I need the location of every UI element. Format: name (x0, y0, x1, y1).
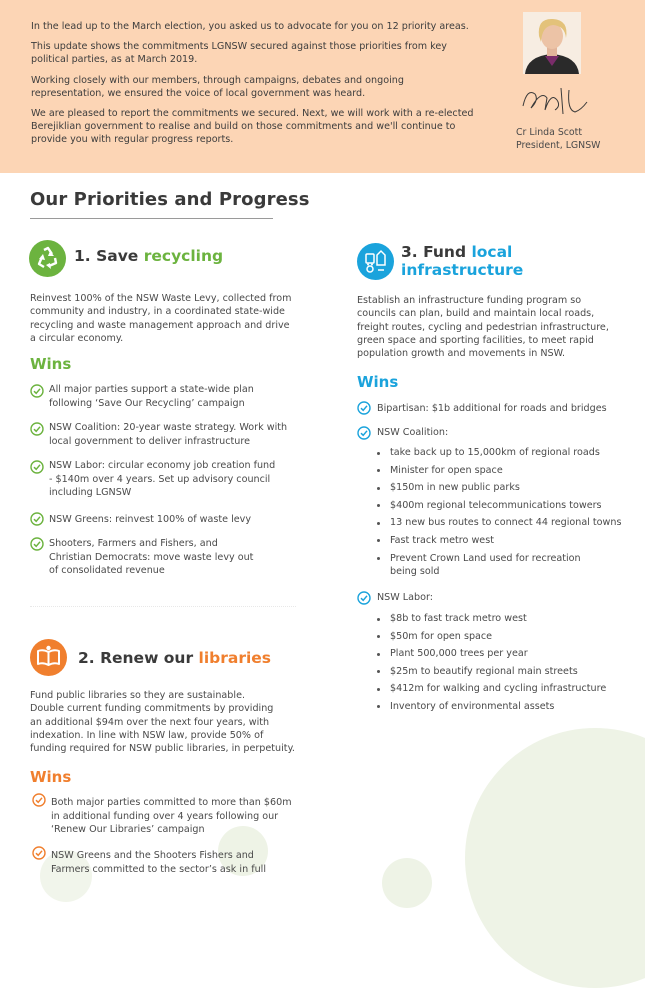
section-title-prefix: 3. Fund (401, 243, 472, 261)
win-item (49, 421, 287, 448)
win-item (49, 459, 275, 500)
libraries-description (30, 689, 295, 755)
win-line: All major parties support a state-wide plan (49, 384, 254, 395)
win-bipartisan: Bipartisan: $1b additional for roads and bridges (377, 403, 607, 414)
section-title-libraries (78, 649, 271, 667)
description-line: community and industry, in a coordinated state-wide (30, 306, 285, 318)
list-item: 13 new bus routes to connect 44 regional towns (376, 516, 621, 529)
description-line: Establish an infrastructure funding program so (357, 295, 582, 306)
list-item: $25m to beautify regional main streets (376, 665, 606, 678)
win-line: - $140m over 4 years. Set up advisory council (49, 473, 271, 485)
intro-panel (0, 0, 645, 173)
list-item-continuation: being sold (390, 565, 440, 577)
win-line: NSW Greens and the Shooters Fishers and (51, 850, 254, 861)
win-line: Shooters, Farmers and Fishers, and (49, 538, 218, 549)
list-item: Fast track metro west (376, 534, 621, 547)
signature (517, 80, 595, 122)
check-icon (30, 460, 44, 474)
title-underline (30, 218, 273, 219)
win-line: Both major parties committed to more than $60m (51, 797, 292, 808)
section-title-prefix: 2. Renew our (78, 649, 199, 667)
section-title-prefix: 1. Save (74, 247, 144, 265)
infrastructure-description (357, 294, 609, 360)
section-title-accent: libraries (198, 649, 272, 667)
win-item (51, 796, 292, 837)
signer-block (516, 126, 600, 152)
win-item (49, 537, 253, 578)
description-line: recycling and waste management approach and drive (30, 319, 290, 331)
decorative-circle-small (382, 858, 432, 908)
check-icon (30, 384, 44, 398)
win-line: Christian Democrats: move waste levy out (49, 551, 254, 563)
signer-title: President, LGNSW (516, 140, 601, 151)
win-line: NSW Greens: reinvest 100% of waste levy (49, 514, 252, 525)
win-line: including LGNSW (49, 487, 132, 499)
recycle-icon (29, 240, 66, 277)
intro-paragraph: We are pleased to report the commitments we secured. Next, we will work with a re-elected Berejiklian government to realise and build on those commitments and we'll continue to provide you with regular progress reports. (31, 108, 474, 146)
book-icon (30, 639, 67, 676)
check-icon (30, 512, 44, 526)
description-line: funding required for NSW public libraries, in perpetuity. (30, 743, 295, 755)
president-photo (523, 12, 581, 74)
list-item: $150m in new public parks (376, 481, 621, 494)
win-item (49, 383, 254, 410)
description-line: population growth and movements in NSW. (357, 348, 566, 360)
win-line: NSW Labor: circular economy job creation fund (49, 460, 276, 471)
wins-heading-infrastructure: Wins (357, 373, 399, 391)
intro-text (31, 20, 476, 154)
labor-list (376, 612, 606, 718)
description-line: Double current funding commitments by providing (30, 703, 274, 715)
list-item: Prevent Crown Land used for recreation (376, 552, 621, 565)
description-line: Reinvest 100% of the NSW Waste Levy, collected from (30, 293, 292, 304)
win-coalition-label: NSW Coalition: (377, 427, 449, 438)
recycling-description (30, 292, 291, 345)
check-icon (32, 846, 46, 860)
list-item: $400m regional telecommunications towers (376, 499, 621, 512)
win-item (49, 513, 251, 527)
check-icon (30, 537, 44, 551)
win-line: Farmers committed to the sector’s ask in full (51, 863, 266, 875)
win-line: following ‘Save Our Recycling’ campaign (49, 397, 245, 409)
check-icon (30, 422, 44, 436)
description-line: an additional $94m over the next four years, with (30, 716, 270, 728)
infrastructure-icon (357, 243, 394, 280)
description-line: councils can plan, build and maintain local roads, (357, 308, 595, 320)
win-line: in additional funding over 4 years following our (51, 810, 279, 822)
list-item: $50m for open space (376, 630, 606, 643)
wins-heading-libraries: Wins (30, 768, 72, 786)
list-item: $8b to fast track metro west (376, 612, 606, 625)
intro-paragraph: In the lead up to the March election, you asked us to advocate for you on 12 priority areas. (31, 21, 469, 32)
section-title-infrastructure (401, 243, 523, 279)
signer-name: Cr Linda Scott (516, 127, 583, 138)
list-item: $412m for walking and cycling infrastructure (376, 682, 606, 695)
win-line: ‘Renew Our Libraries’ campaign (51, 824, 205, 836)
win-item (51, 849, 266, 876)
description-line: Fund public libraries so they are sustainable. (30, 690, 246, 701)
check-icon (32, 793, 46, 807)
list-item: take back up to 15,000km of regional roads (376, 446, 621, 459)
description-line: green space and sporting facilities, to meet rapid (357, 334, 594, 346)
section-title-recycling (74, 247, 223, 265)
check-icon (357, 426, 371, 440)
section-divider (30, 606, 296, 607)
intro-paragraph: Working closely with our members, through campaigns, debates and ongoing representation, we ensured the voice of local government was heard. (31, 74, 404, 99)
check-icon (357, 401, 371, 415)
list-item: Inventory of environmental assets (376, 700, 606, 713)
list-item: Minister for open space (376, 464, 621, 477)
description-line: a circular economy. (30, 332, 124, 344)
check-icon (357, 591, 371, 605)
win-line: of consolidated revenue (49, 565, 165, 577)
win-line: NSW Coalition: 20-year waste strategy. Work with (49, 422, 288, 433)
wins-heading-recycling: Wins (30, 355, 72, 373)
page-title: Our Priorities and Progress (30, 189, 310, 210)
description-line: indexation. In line with NSW law, provide 50% of (30, 729, 264, 741)
intro-paragraph: This update shows the commitments LGNSW secured against those priorities from key political parties, as at March 2019. (31, 41, 447, 66)
section-title-accent-line2: infrastructure (401, 261, 524, 279)
decorative-circle-large (465, 728, 645, 988)
win-labor-label: NSW Labor: (377, 592, 433, 603)
win-line: local government to deliver infrastructure (49, 435, 251, 447)
section-title-accent: recycling (143, 247, 224, 265)
description-line: freight routes, cycling and pedestrian infrastructure, (357, 321, 609, 333)
coalition-list (376, 446, 621, 582)
list-item: Plant 500,000 trees per year (376, 647, 606, 660)
section-title-accent: local (471, 243, 513, 261)
